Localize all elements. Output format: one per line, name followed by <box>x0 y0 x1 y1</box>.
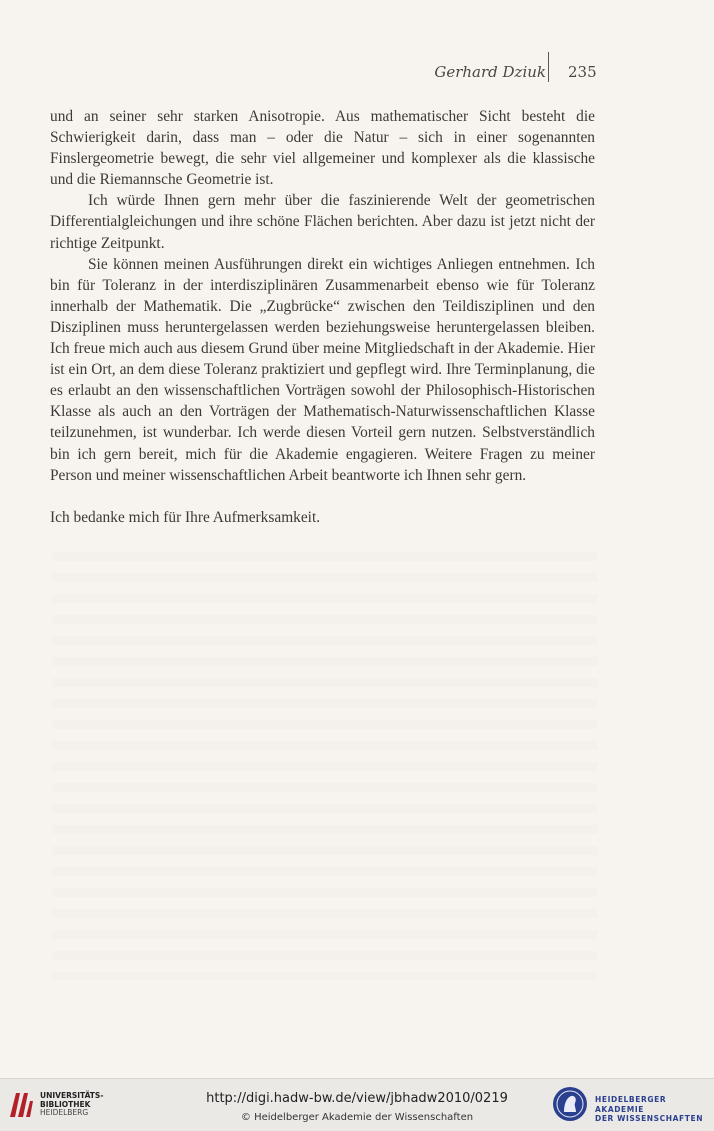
copyright-notice: © Heidelberger Akademie der Wissenschaften <box>240 1112 474 1123</box>
show-through-texture <box>52 540 597 980</box>
library-name-line: UNIVERSITÄTS- <box>40 1091 104 1100</box>
library-name-line: BIBLIOTHEK <box>40 1099 91 1109</box>
body-text <box>50 106 595 528</box>
academy-seal-icon <box>552 1085 588 1123</box>
paragraph: Sie können meinen Ausführungen direkt ein wichtiges Anliegen entnehmen. Ich bin für Toleranz in der interdisziplinären Zusammenarbeit ebenso wie für Toleranz innerhalb der Mathematik. Die „Zugbrücke“ zwischen den Teildisziplinen und den Disziplinen muss heruntergelassen werden beziehungsweise heruntergelassen bleiben. Ich freue mich auch aus diesem Grund über meine Mitgliedschaft in der Akademie. Hier ist ein Ort, an dem diese Toleranz praktiziert und gepflegt wird. Ihre Terminplanung, die es erlaubt an den wissenschaftlichen Vorträgen sowohl der Philosophisch-Historischen Klasse als auch an den Vorträgen der Mathematisch-Naturwissenschaftlichen Klasse teilzunehmen, ist wunderbar. Ich werde diesen Vorteil gern nutzen. Selbstverständlich bin ich gern bereit, mich für die Akademie engagieren. Weitere Fragen zu meiner Person und meiner wissenschaftlichen Arbeit beantworte ich Ihnen sehr gern. <box>50 255 595 484</box>
page-number: 235 <box>568 63 597 81</box>
running-head-author: Gerhard Dziuk <box>434 63 546 81</box>
running-header <box>0 60 714 86</box>
academy-name <box>595 1095 714 1124</box>
paragraph: Ich würde Ihnen gern mehr über die faszinierende Welt der geometrischen Differentialgleichungen und ihre schöne Flächen berichten. Aber dazu ist jetzt nicht der richtige Zeitpunkt. <box>50 192 595 252</box>
header-divider <box>548 52 549 82</box>
academy-name-line: DER WISSENSCHAFTEN <box>595 1114 704 1123</box>
paragraph: und an seiner sehr starken Anisotropie. Aus mathematischer Sicht besteht die Schwierigkeit darin, dass man – oder die Natur – sich in einer sogenannten Finslergeometrie bewegt, die sehr viel allgemeiner und komplexer als die klassische und die Riemannsche Geometrie ist. <box>50 108 595 189</box>
closing-sentence: Ich bedanke mich für Ihre Aufmerksamkeit. <box>50 508 321 526</box>
permalink-url[interactable]: http://digi.hadw-bw.de/view/jbhadw2010/0219 <box>206 1091 508 1106</box>
library-city: HEIDELBERG <box>40 1108 89 1117</box>
viewer-footer <box>0 1078 714 1131</box>
academy-name-line: HEIDELBERGER AKADEMIE <box>595 1095 667 1114</box>
